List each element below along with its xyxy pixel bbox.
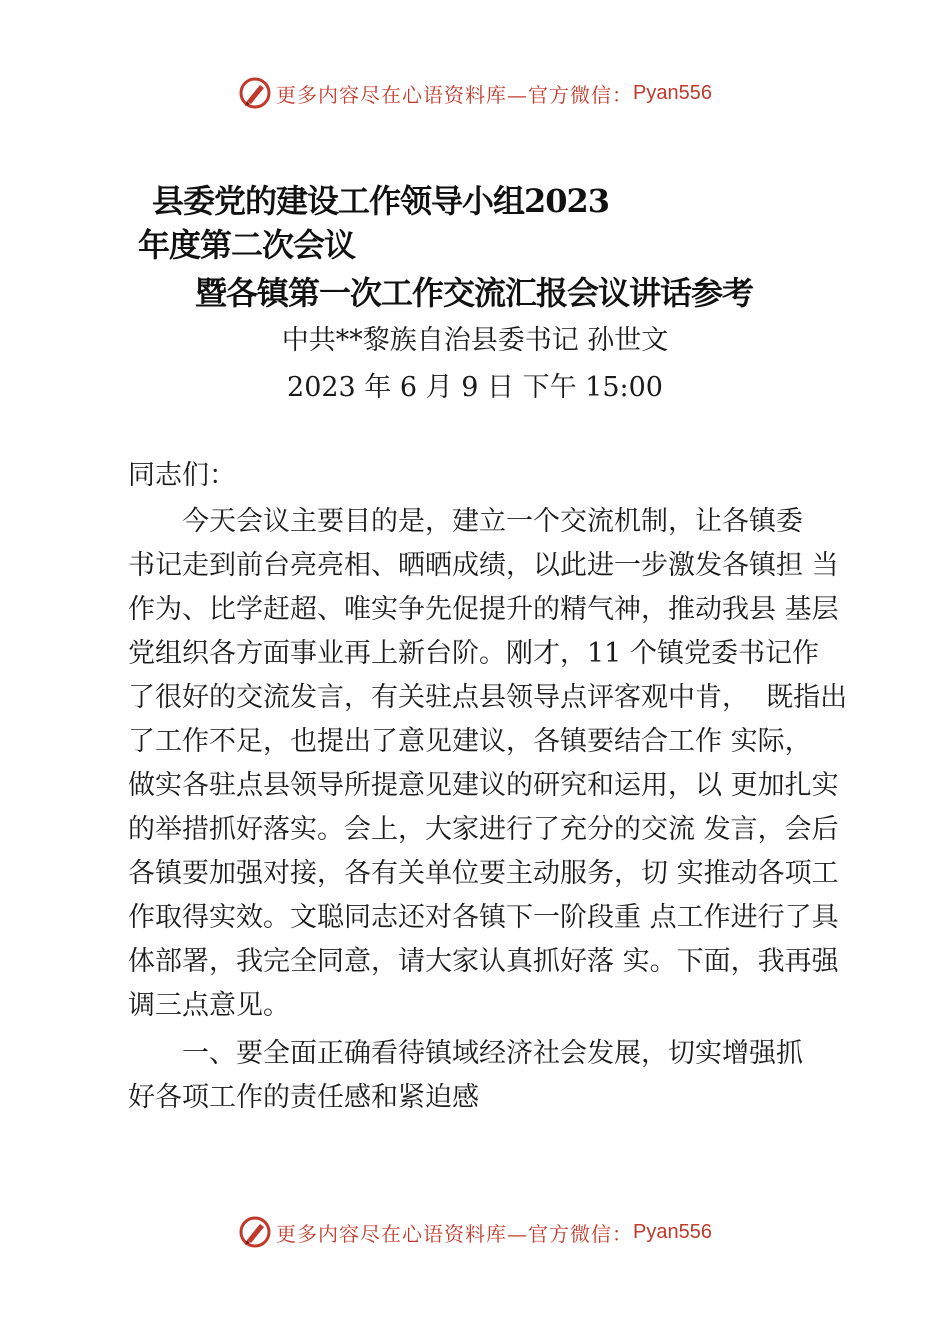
footer-watermark <box>0 1212 950 1252</box>
watermark-id: Pyan556 <box>633 81 712 104</box>
header-watermark <box>0 73 950 113</box>
section-heading-1: 一、要全面正确看待镇域经济社会发展，切实增强抓 好各项工作的责任感和紧迫感 <box>128 1038 803 1113</box>
document-title-line-1: 县委党的建设工作领导小组2023 <box>152 182 610 220</box>
document-datetime: 2023 年 6 月 9 日 下午 15:00 <box>287 372 663 403</box>
document-title-line-2: 年度第二次会议 <box>138 226 356 264</box>
watermark-text: 更多内容尽在心语资料库—官方微信： <box>276 82 634 107</box>
greeting: 同志们： <box>128 460 236 491</box>
watermark-id: Pyan556 <box>633 1220 712 1243</box>
watermark-text: 更多内容尽在心语资料库—官方微信： <box>276 1221 634 1246</box>
document-title-line-3: 暨各镇第一次工作交流汇报会议讲话参考 <box>195 274 754 312</box>
body-paragraph-1: 今天会议主要目的是，建立一个交流机制，让各镇委 书记走到前台亮亮相、晒晒成绩，以此进一步激发各镇担 当 作为、比学赶超、唯实争先促提升的精气神，推动我县 基层 党组织各方面事业再上新台阶。刚才，11 个镇党委书记作 了很好的交流发言，有关驻点县领导点评客观中肯， 既指出 了工作不足，也提出了意见建议，各镇要结合工作 实际， 做实各驻点县领导所提意见建议的研究和运用，以 更加扎实 的举措抓好落实。会上，大家进行了充分的交流 发言，会后 各镇要加强对接，各有关单位要主动服务，切 实推动各项工 作取得实效。文聪同志还对各镇下一阶段重 点工作进行了具 体部署，我完全同意，请大家认真抓好落 实。下面，我再强 调三点意见。 <box>128 506 848 1021</box>
document-author: 中共**黎族自治县委书记 孙世文 <box>281 325 669 356</box>
pen-logo-icon <box>238 76 272 110</box>
pen-logo-icon <box>238 1215 272 1249</box>
